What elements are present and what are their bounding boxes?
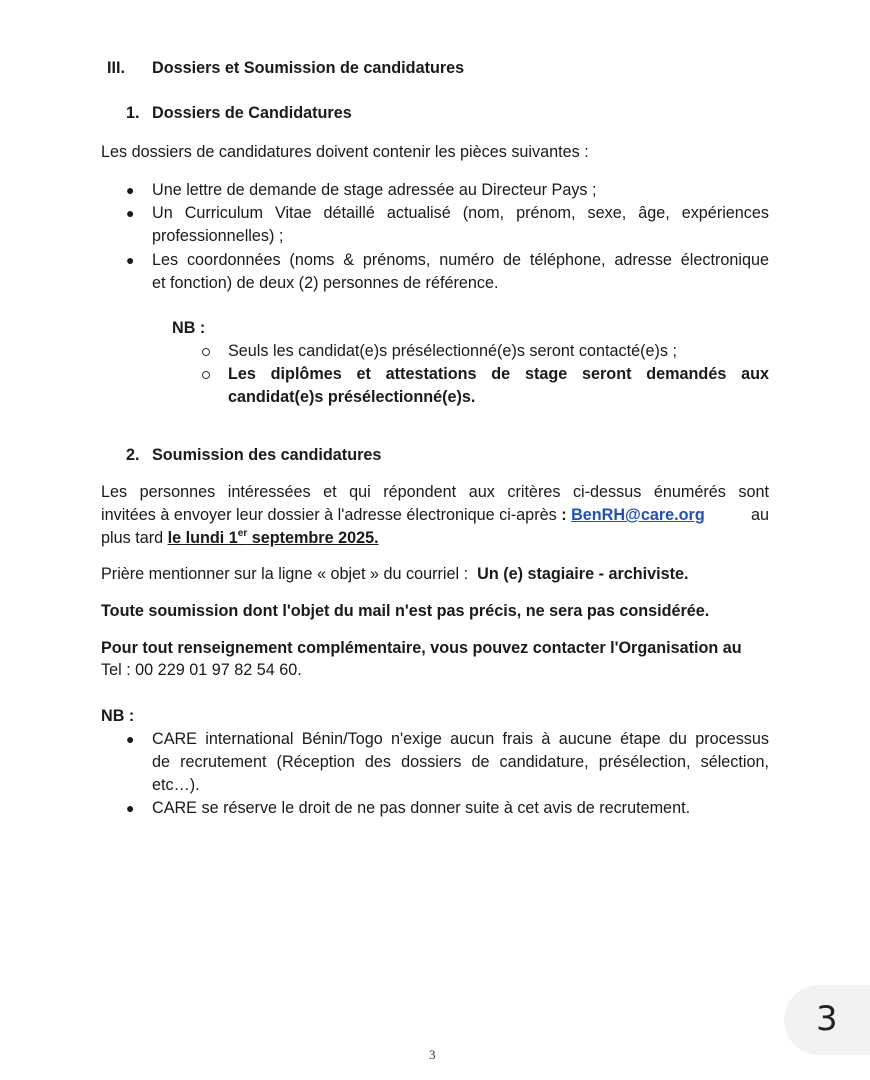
- contact-text: Pour tout renseignement complémentaire, vous pouvez contacter l'Organisation au: [101, 639, 742, 657]
- submission-paragraph-line1: Les personnes intéressées et qui répondent aux critères ci-dessus énumérés sont: [101, 483, 769, 501]
- bullet-icon: ●: [126, 182, 135, 198]
- bullet-icon: ●: [126, 205, 135, 221]
- page-number-badge: [784, 985, 870, 1055]
- subsection-1-title: Dossiers de Candidatures: [152, 104, 352, 122]
- email-link[interactable]: BenRH@care.org: [571, 506, 705, 524]
- page-badge-number: 3: [816, 999, 838, 1039]
- deadline: [168, 529, 379, 547]
- list-item: Une lettre de demande de stage adressée au Directeur Pays ;: [152, 181, 597, 199]
- list-item: Un Curriculum Vitae détaillé actualisé (nom, prénom, sexe, âge, expériences: [152, 204, 769, 222]
- subsection-2-number: 2.: [126, 446, 140, 464]
- bullet-icon: ●: [126, 252, 135, 268]
- hollow-bullet-icon: [202, 348, 210, 356]
- subject-instruction: [101, 564, 689, 584]
- subsection-2-title: Soumission des candidatures: [152, 446, 382, 464]
- nb-item: Seuls les candidat(e)s présélectionné(e)s seront contacté(e)s ;: [228, 342, 677, 360]
- hollow-bullet-icon: [202, 371, 210, 379]
- colon: :: [561, 506, 567, 524]
- nb2-label: NB :: [101, 707, 135, 725]
- submission-text: plus tard: [101, 529, 164, 547]
- warning-text: Toute soumission dont l'objet du mail n'est pas précis, ne sera pas considérée.: [101, 602, 710, 620]
- submission-text: invitées à envoyer leur dossier à l'adresse électronique ci-après: [101, 506, 562, 524]
- nb-item: Les diplômes et attestations de stage seront demandés aux: [228, 365, 769, 383]
- deadline-day: le lundi 1: [167, 529, 238, 547]
- list-item-continued: et fonction) de deux (2) personnes de référence.: [152, 274, 499, 292]
- nb-label: NB :: [172, 319, 206, 337]
- deadline-ordinal: er: [237, 527, 248, 539]
- subject-label: Prière mentionner sur la ligne « objet » du courriel :: [101, 565, 469, 583]
- footer-page-number: 3: [429, 1047, 436, 1062]
- subject-value: Un (e) stagiaire - archiviste.: [477, 565, 689, 583]
- nb2-item-continued: de recrutement (Réception des dossiers de candidature, présélection, sélection,: [152, 753, 769, 771]
- submission-text-au: au: [750, 506, 769, 524]
- nb2-item: CARE international Bénin/Togo n'exige aucun frais à aucune étape du processus: [152, 730, 769, 748]
- subsection-1-intro: Les dossiers de candidatures doivent contenir les pièces suivantes :: [101, 143, 589, 161]
- bullet-icon: ●: [126, 731, 135, 747]
- bullet-icon: ●: [126, 800, 135, 816]
- nb2-item: CARE se réserve le droit de ne pas donner suite à cet avis de recrutement.: [152, 799, 691, 817]
- submission-paragraph-line2: [101, 505, 769, 525]
- contact-phone: Tel : 00 229 01 97 82 54 60.: [101, 661, 302, 679]
- nb2-item-continued: etc…).: [152, 776, 200, 794]
- deadline-date: septembre 2025.: [247, 529, 379, 547]
- subsection-1-number: 1.: [126, 104, 140, 122]
- list-item-continued: professionnelles) ;: [152, 227, 284, 245]
- nb-item-continued: candidat(e)s présélectionné(e)s.: [228, 388, 476, 406]
- section-numeral: III.: [107, 59, 125, 77]
- section-title: Dossiers et Soumission de candidatures: [152, 59, 465, 77]
- list-item: Les coordonnées (noms & prénoms, numéro de téléphone, adresse électronique: [152, 251, 769, 269]
- submission-paragraph-line3: [101, 528, 379, 548]
